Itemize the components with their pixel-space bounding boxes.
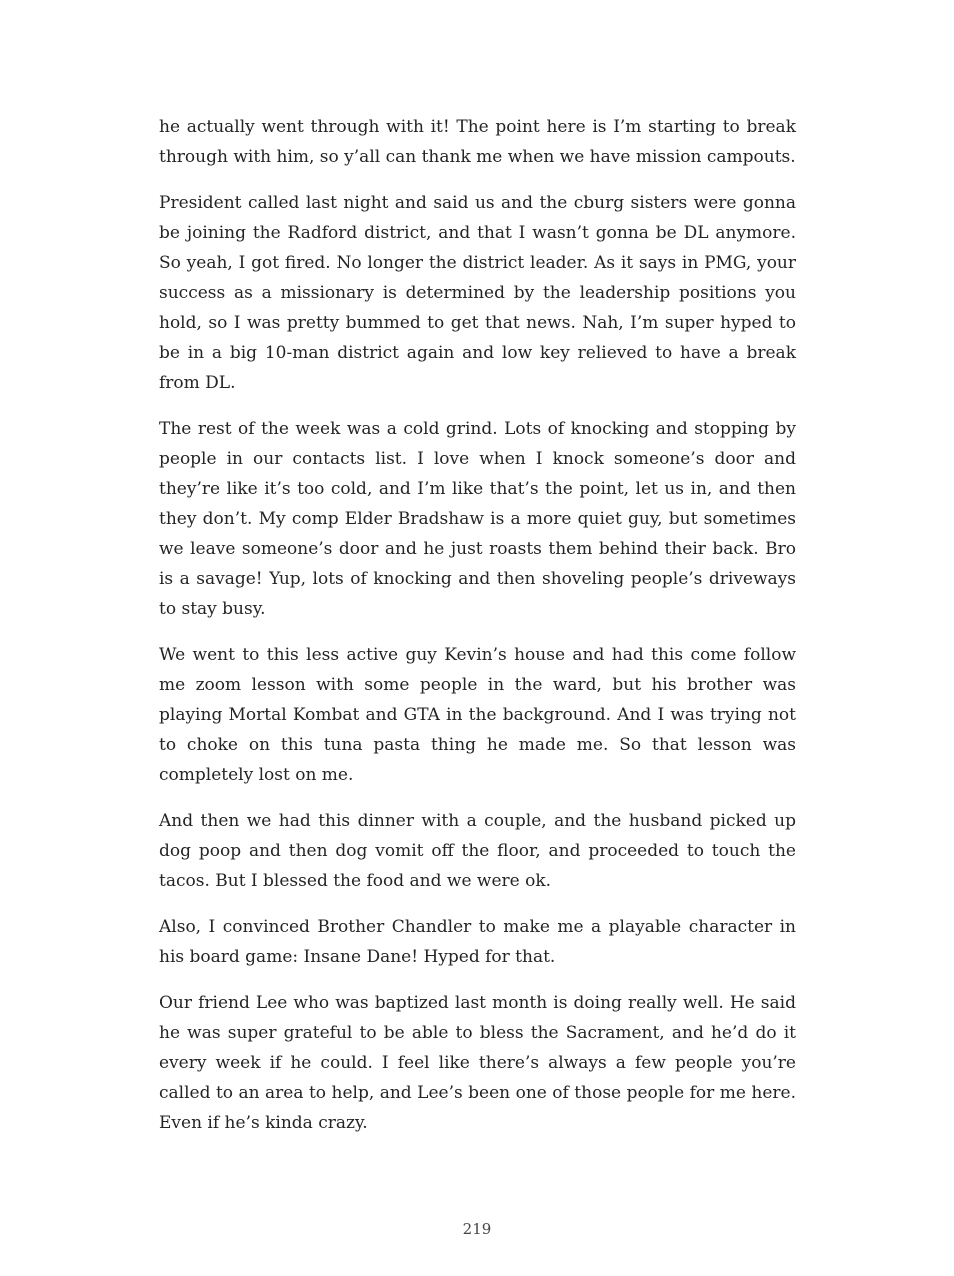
paragraph: We went to this less active guy Kevin’s house and had this come follow me zoom lesson with some people in the ward, but his brother was playing Mortal Kombat and GTA in the background. And I was trying not to choke on this tuna pasta thing he made me. So that lesson was completely lost on me. — [159, 645, 796, 785]
paragraph: And then we had this dinner with a couple, and the husband picked up dog poop and then dog vomit off the floor, and proceeded to touch the tacos. But I blessed the food and we were ok. — [159, 811, 796, 891]
paragraph: The rest of the week was a cold grind. Lots of knocking and stopping by people in our contacts list. I love when I knock someone’s door and they’re like it’s too cold, and I’m like that’s the point, let us in, and then they don’t. My comp Elder Bradshaw is a more quiet guy, but sometimes we leave someone’s door and he just roasts them behind their back. Bro is a savage! Yup, lots of knocking and then shoveling people’s driveways to stay busy. — [159, 419, 796, 619]
paragraph: Also, I convinced Brother Chandler to make me a playable character in his board game: Insane Dane! Hyped for that. — [159, 917, 796, 967]
paragraph: Our friend Lee who was baptized last month is doing really well. He said he was super grateful to be able to bless the Sacrament, and he’d do it every week if he could. I feel like there’s always a few people you’re called to an area to help, and Lee’s been one of those people for me here. Even if he’s kinda crazy. — [159, 993, 796, 1133]
page-number: 219 — [462, 1220, 492, 1238]
paragraph: he actually went through with it! The point here is I’m starting to break through with him, so y’all can thank me when we have mission campouts. — [159, 117, 796, 167]
page-text — [159, 112, 796, 1138]
paragraph: President called last night and said us and the cburg sisters were gonna be joining the Radford district, and that I wasn’t gonna be DL anymore. So yeah, I got fired. No longer the district leader. As it says in PMG, your success as a missionary is determined by the leadership positions you hold, so I was pretty bummed to get that news. Nah, I’m super hyped to be in a big 10-man district again and low key relieved to have a break from DL. — [159, 193, 796, 393]
